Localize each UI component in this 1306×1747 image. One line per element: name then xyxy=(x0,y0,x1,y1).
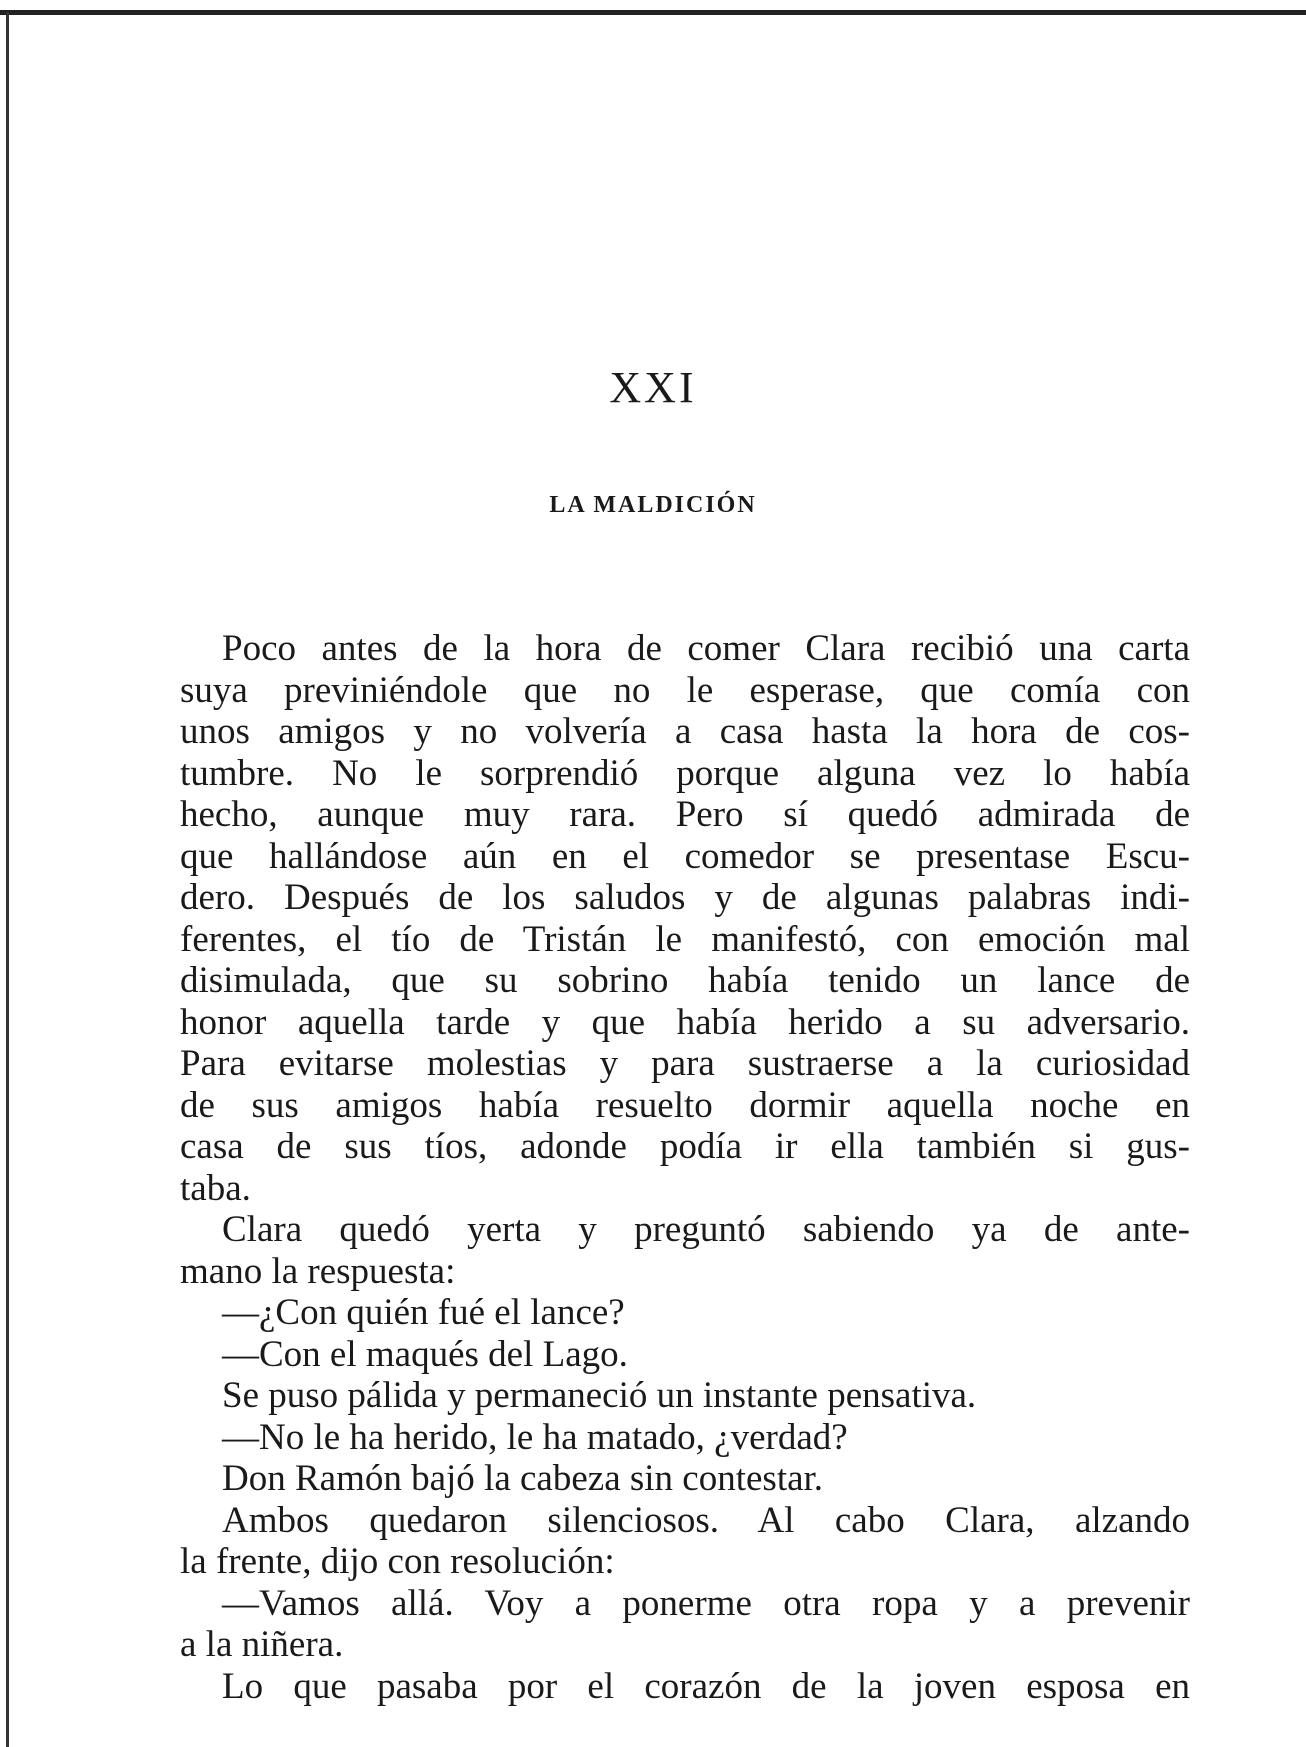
text-line: mano la respuesta: xyxy=(180,1250,456,1292)
text-line: tumbre. No le sorprendió porque alguna vez lo había xyxy=(180,752,1190,794)
text-line: Clara quedó yerta y preguntó sabiendo ya de ante- xyxy=(222,1209,1190,1250)
text-line: —Con el maqués del Lago. xyxy=(222,1333,628,1375)
body-text xyxy=(180,628,1190,1707)
text-line: hecho, aunque muy rara. Pero sí quedó admirada de xyxy=(180,794,1190,835)
chapter-number: XXI xyxy=(609,363,697,412)
text-line: casa de sus tíos, adonde podía ir ella también si gus- xyxy=(180,1126,1190,1167)
text-line: ferentes, el tío de Tristán le manifestó, con emoción mal xyxy=(180,918,1190,960)
text-line: suya previniéndole que no le esperase, que comía con xyxy=(180,669,1190,711)
text-line: la frente, dijo con resolución: xyxy=(180,1541,615,1582)
text-line: disimulada, que su sobrino había tenido un lance de xyxy=(180,960,1190,1001)
text-line: taba. xyxy=(180,1167,251,1209)
text-line: —No le ha herido, le ha matado, ¿verdad? xyxy=(222,1416,848,1458)
text-line: Poco antes de la hora de comer Clara recibió una carta xyxy=(222,628,1190,669)
text-line: de sus amigos había resuelto dormir aquella noche en xyxy=(180,1084,1190,1126)
text-line: a la niñera. xyxy=(180,1624,344,1665)
top-border xyxy=(0,10,1306,18)
chapter-title: LA MALDICIÓN xyxy=(549,492,757,518)
text-line: Ambos quedaron silenciosos. Al cabo Clara, alzando xyxy=(222,1499,1190,1541)
text-line: dero. Después de los saludos y de algunas palabras indi- xyxy=(180,877,1190,918)
text-line: Para evitarse molestias y para sustraerse a la curiosidad xyxy=(180,1043,1190,1084)
text-line: Don Ramón bajó la cabeza sin contestar. xyxy=(222,1458,824,1499)
left-page-edge xyxy=(6,12,9,1747)
text-line: unos amigos y no volvería a casa hasta la hora de cos- xyxy=(180,711,1190,752)
text-line: —¿Con quién fué el lance? xyxy=(222,1292,625,1333)
text-line: Se puso pálida y permaneció un instante pensativa. xyxy=(222,1375,977,1416)
text-line: —Vamos allá. Voy a ponerme otra ropa y a prevenir xyxy=(222,1582,1190,1624)
text-line: Lo que pasaba por el corazón de la joven esposa en xyxy=(222,1665,1190,1707)
text-line: que hallándose aún en el comedor se presentase Escu- xyxy=(180,835,1190,877)
text-line: honor aquella tarde y que había herido a su adversario. xyxy=(180,1001,1190,1043)
